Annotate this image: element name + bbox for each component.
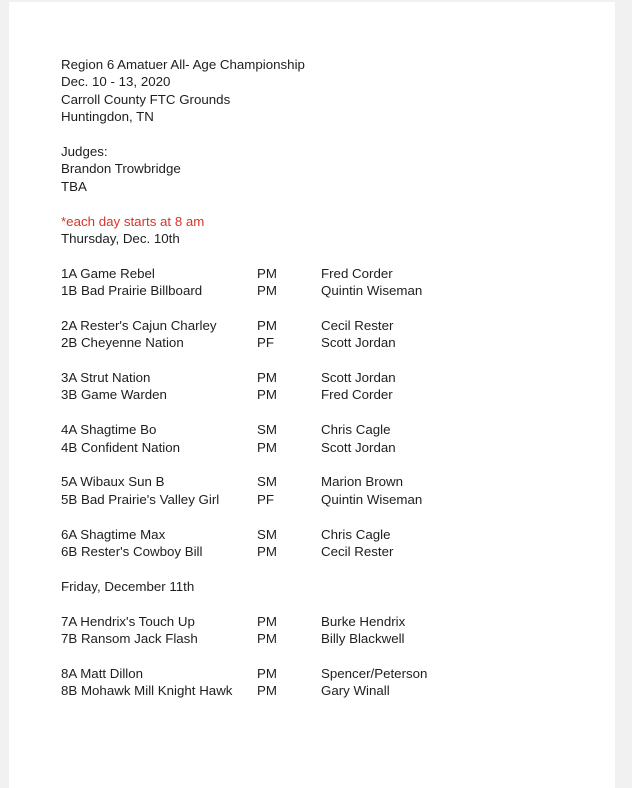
brace-entry-row (61, 317, 427, 334)
dog-name: 6A Shagtime Max (61, 526, 166, 542)
dog-name: 7A Hendrix's Touch Up (61, 613, 195, 629)
dog-class: SM (257, 422, 277, 438)
brace-entry-row (61, 421, 427, 438)
event-location: Huntingdon, TN (61, 109, 154, 125)
judge-name: TBA (61, 178, 87, 194)
spacer (61, 595, 427, 612)
handler-name: Cecil Rester (321, 543, 394, 559)
brace-entry-row (61, 682, 427, 699)
spacer (61, 126, 427, 143)
dog-name: 8A Matt Dillon (61, 665, 144, 681)
dog-class: PM (257, 387, 277, 403)
dog-class: PM (257, 317, 277, 333)
start-time-note: *each day starts at 8 am (61, 213, 205, 229)
handler-name: Scott Jordan (321, 370, 396, 386)
dog-name: 4A Shagtime Bo (61, 422, 157, 438)
handler-name: Fred Corder (321, 387, 393, 403)
brace-entry-row (61, 386, 427, 403)
schedule (61, 230, 427, 700)
brace-entry-row (61, 265, 427, 282)
brace-entry-row (61, 439, 427, 456)
brace-entry-row (61, 630, 427, 647)
brace-entry-row (61, 473, 427, 490)
brace-entry-row (61, 369, 427, 386)
brace-entry-row (61, 334, 427, 351)
dog-name: 2A Rester's Cajun Charley (61, 317, 217, 333)
handler-name: Gary Winall (321, 683, 390, 699)
brace-entry-row (61, 665, 427, 682)
dog-name: 5B Bad Prairie's Valley Girl (61, 491, 220, 507)
handler-name: Cecil Rester (321, 317, 394, 333)
document-body (61, 56, 427, 699)
brace-entry-row (61, 543, 427, 560)
handler-name: Billy Blackwell (321, 630, 405, 646)
dog-class: PM (257, 543, 277, 559)
brace-entry-row (61, 526, 427, 543)
spacer (61, 299, 427, 316)
dog-name: 4B Confident Nation (61, 439, 181, 455)
handler-name: Fred Corder (321, 265, 393, 281)
judge-name: Brandon Trowbridge (61, 161, 181, 177)
spacer (61, 247, 427, 264)
dog-class: SM (257, 474, 277, 490)
dog-name: 3A Strut Nation (61, 370, 151, 386)
day-heading: Friday, December 11th (61, 578, 195, 594)
spacer (61, 647, 427, 664)
day-heading: Thursday, Dec. 10th (61, 230, 180, 246)
event-venue: Carroll County FTC Grounds (61, 91, 231, 107)
handler-name: Quintin Wiseman (321, 283, 423, 299)
handler-name: Scott Jordan (321, 335, 396, 351)
handler-name: Chris Cagle (321, 422, 391, 438)
handler-name: Burke Hendrix (321, 613, 406, 629)
spacer (61, 560, 427, 577)
document-page (9, 2, 615, 788)
dog-name: 2B Cheyenne Nation (61, 335, 184, 351)
dog-name: 1B Bad Prairie Billboard (61, 283, 203, 299)
brace-entry-row (61, 491, 427, 508)
handler-name: Marion Brown (321, 474, 404, 490)
handler-name: Spencer/Peterson (321, 665, 428, 681)
spacer (61, 404, 427, 421)
event-dates: Dec. 10 - 13, 2020 (61, 74, 171, 90)
dog-class: PM (257, 439, 277, 455)
handler-name: Quintin Wiseman (321, 491, 423, 507)
spacer (61, 508, 427, 525)
dog-name: 3B Game Warden (61, 387, 167, 403)
brace-entry-row (61, 613, 427, 630)
judges-label: Judges: (61, 143, 108, 159)
dog-name: 8B Mohawk Mill Knight Hawk (61, 683, 233, 699)
dog-class: PM (257, 683, 277, 699)
dog-name: 1A Game Rebel (61, 265, 155, 281)
dog-class: PM (257, 613, 277, 629)
spacer (61, 456, 427, 473)
dog-class: PM (257, 265, 277, 281)
handler-name: Scott Jordan (321, 439, 396, 455)
dog-class: PF (257, 335, 274, 351)
event-title: Region 6 Amatuer All- Age Championship (61, 57, 305, 72)
dog-name: 7B Ransom Jack Flash (61, 630, 198, 646)
dog-name: 6B Rester's Cowboy Bill (61, 543, 203, 559)
dog-class: PF (257, 491, 274, 507)
spacer (61, 195, 427, 212)
dog-class: PM (257, 665, 277, 681)
dog-class: PM (257, 630, 277, 646)
dog-name: 5A Wibaux Sun B (61, 474, 165, 490)
brace-entry-row (61, 282, 427, 299)
dog-class: PM (257, 370, 277, 386)
handler-name: Chris Cagle (321, 526, 391, 542)
dog-class: SM (257, 526, 277, 542)
spacer (61, 352, 427, 369)
dog-class: PM (257, 283, 277, 299)
